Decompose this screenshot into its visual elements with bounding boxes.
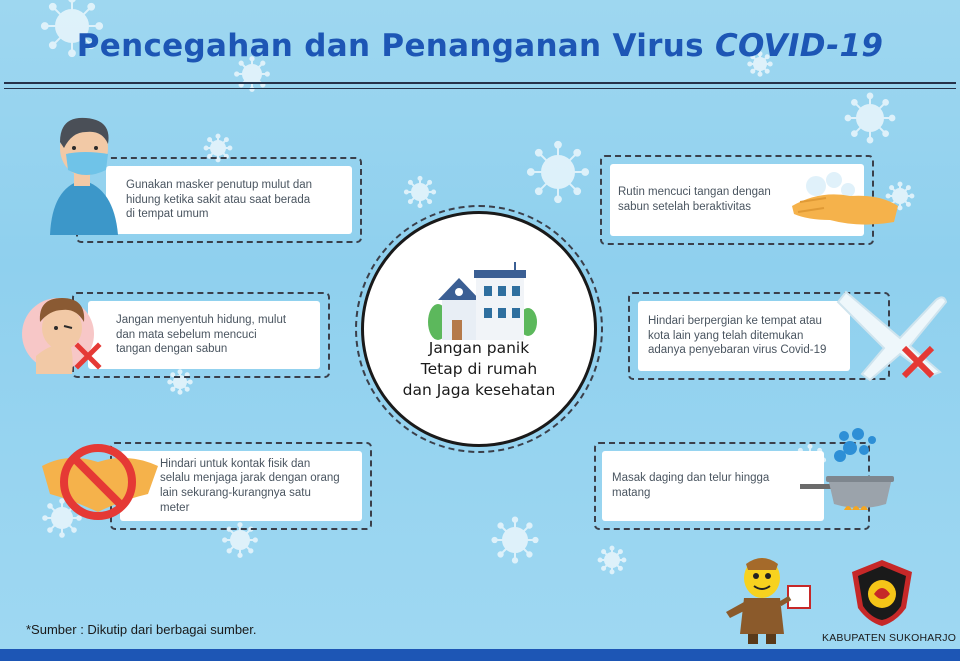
title-rule-top xyxy=(4,82,956,84)
page-title xyxy=(0,28,960,64)
virus-icon xyxy=(492,517,537,562)
mascot-icon xyxy=(718,556,818,646)
title-highlight: COVID-19 xyxy=(714,28,884,64)
virus-icon xyxy=(528,142,588,202)
tip-masak-box xyxy=(602,451,824,521)
tip-kontak-text: Hindari untuk kontak fisik dan selalu menjaga jarak dengan orang lain sekurang-kurangnya satu meter xyxy=(160,457,340,514)
washing-hands-icon xyxy=(790,172,900,232)
boy-touch-face-icon xyxy=(22,286,102,374)
house-icon xyxy=(428,262,538,342)
tip-sentuh-box xyxy=(88,301,320,369)
airplane-icon xyxy=(830,288,950,383)
tip-cuci-text: Rutin mencuci tangan dengan sabun setelah beraktivitas xyxy=(618,186,771,213)
kpu-logo-icon xyxy=(850,558,914,628)
virus-icon xyxy=(599,547,626,574)
footer-bar xyxy=(0,649,960,661)
cooking-pot-icon xyxy=(800,428,900,520)
tip-masker-box xyxy=(106,166,352,234)
virus-icon xyxy=(405,177,435,207)
tip-bepergian-box xyxy=(638,301,850,371)
person-mask-icon xyxy=(42,110,122,235)
tip-bepergian-text: Hindari berpergian ke tempat atau kota lain yang telah ditemukan adanya penyebaran virus Covid-19 xyxy=(648,314,827,357)
no-handshake-icon xyxy=(40,442,160,526)
virus-icon xyxy=(846,94,895,143)
tip-masker-text: Gunakan masker penutup mulut dan hidung ketika sakit atau saat berada di tempat umum xyxy=(126,178,313,221)
title-rule-bottom xyxy=(4,88,956,89)
tip-sentuh-text: Jangan menyentuh hidung, mulut dan mata sebelum mencuci tangan dengan sabun xyxy=(116,313,287,356)
title-main: Pencegahan dan Penanganan Virus xyxy=(76,28,704,64)
tip-masak-text: Masak daging dan telur hingga matang xyxy=(612,472,770,499)
org-label: KABUPATEN SUKOHARJO xyxy=(822,632,957,644)
source-note: *Sumber : Dikutip dari berbagai sumber. xyxy=(26,622,257,637)
center-message: Jangan panik Tetap di rumah dan Jaga kesehatan xyxy=(402,339,556,399)
